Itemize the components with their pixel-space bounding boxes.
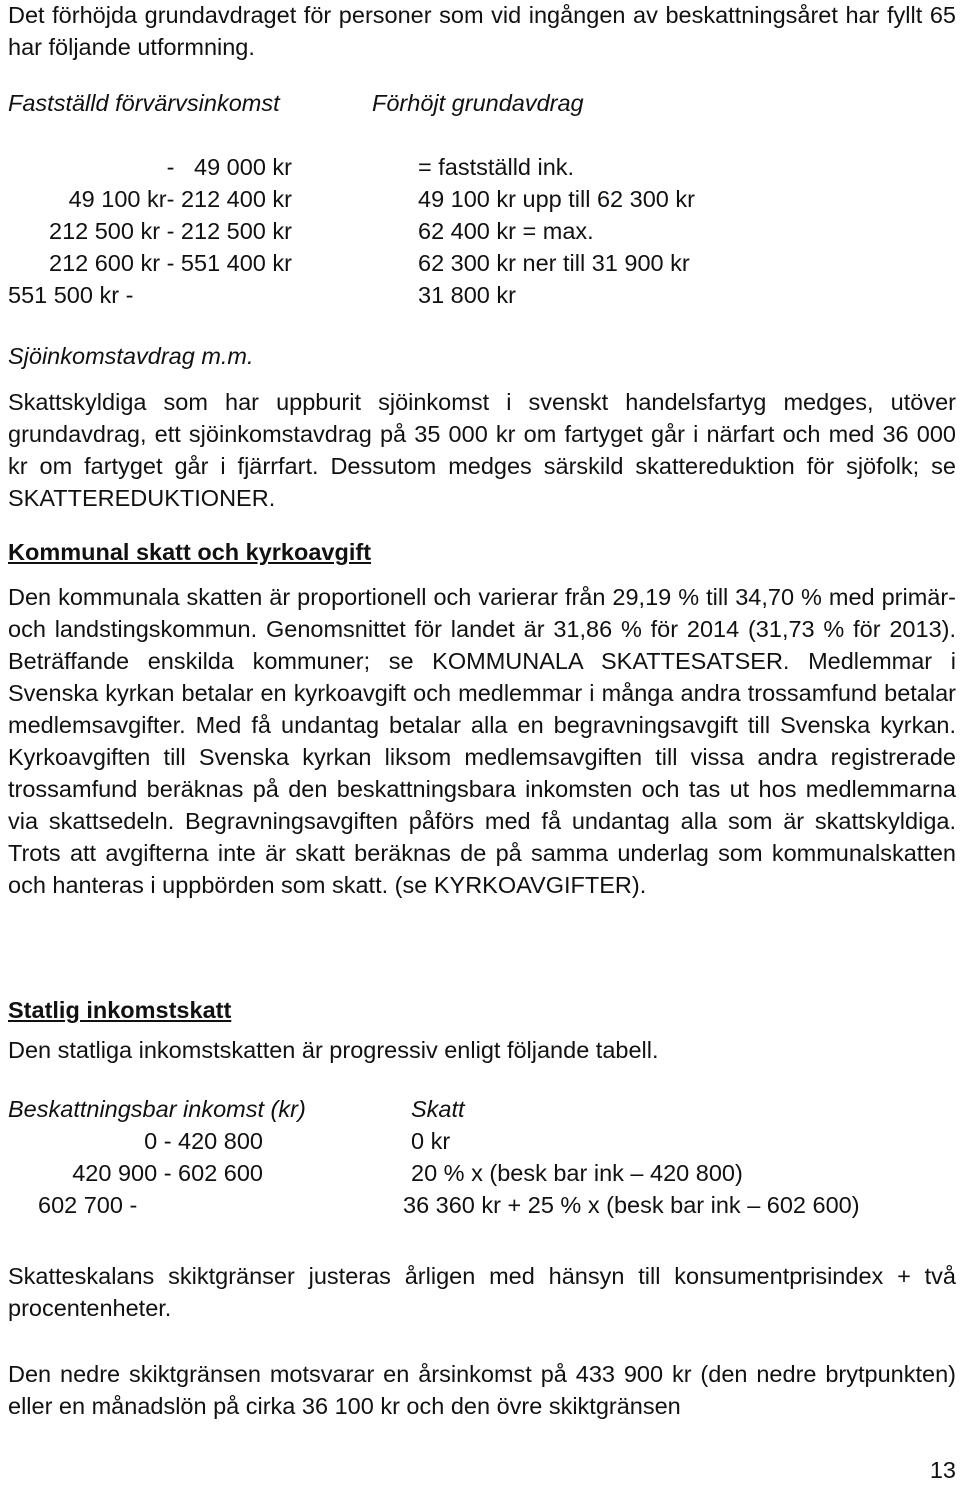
sjo-paragraph: Skattskyldiga som har uppburit sjöinkomst i svenskt handelsfartyg medges, utöver grundavdrag, ett sjöinkomstavdrag på 35 000 kr om fartyget går i närfart och med 36 000 kr om fartyget går i fjärrfart. Dessutom medges särskild skattereduktion för sjöfolk; se SKATTEREDUKTIONER. (8, 389, 956, 511)
statlig-range: 602 700 - (38, 1192, 138, 1218)
statlig-tax: 0 kr (411, 1128, 451, 1154)
statlig-heading: Statlig inkomstskatt (8, 997, 232, 1023)
grundavdrag-value: 49 100 kr upp till 62 300 kr (418, 186, 695, 212)
statlig-row (8, 1189, 956, 1221)
grundavdrag-table (8, 87, 956, 311)
page-number: 13 (929, 1457, 956, 1483)
grundavdrag-range: 49 100 kr- 212 400 kr (68, 186, 292, 212)
grundavdrag-row (8, 215, 956, 247)
grundavdrag-range: 212 600 kr - 551 400 kr (49, 250, 292, 276)
statlig-row (8, 1157, 956, 1189)
statlig-tax: 20 % x (besk bar ink – 420 800) (411, 1160, 743, 1186)
kommunal-paragraph: Den kommunala skatten är proportionell och varierar från 29,19 % till 34,70 % med primär- och landstingskommun. Genomsnittet för landet är 31,86 % för 2014 (31,73 % för 2013). Beträffande enskilda kommuner; se KOMMUNALA SKATTESATSER. Medlemmar i Svenska kyrkan betalar en kyrkoavgift och medlemmar i många andra trossamfund betalar medlemsavgifter. Med få undantag betalar alla en begravningsavgift till Svenska kyrkan. Kyrkoavgiften till Svenska kyrkan liksom medlemsavgiften till vissa andra registrerade trossamfund beräknas på den beskattningsbara inkomsten och tas ut hos medlemmarna via skattsedeln. Begravningsavgiften påförs med få undantag alla som är skattskyldiga. Trots att avgifterna inte är skatt beräknas de på samma underlag som kommunalskatten och hanteras i uppbörden som skatt. (se KYRKOAVGIFTER). (8, 584, 956, 898)
statlig-tax: 36 360 kr + 25 % x (besk bar ink – 602 600) (403, 1192, 860, 1218)
grundavdrag-row (8, 151, 956, 183)
statlig-header-right: Skatt (411, 1096, 465, 1122)
intro-paragraph: Det förhöjda grundavdraget för personer som vid ingången av beskattningsåret har fyllt 65 har följande utformning. (8, 2, 956, 60)
statlig-header-row (8, 1093, 956, 1125)
grundavdrag-row (8, 279, 956, 311)
statlig-table (8, 1093, 956, 1221)
grundavdrag-range: 212 500 kr - 212 500 kr (49, 218, 292, 244)
statlig-paragraph: Den statliga inkomstskatten är progressiv enligt följande tabell. (8, 1037, 659, 1063)
grundavdrag-row (8, 183, 956, 215)
statlig-range: 0 - 420 800 (144, 1128, 263, 1154)
skala-paragraph: Skatteskalans skiktgränser justeras årligen med hänsyn till konsumentprisindex + två procentenheter. (8, 1263, 956, 1321)
grundavdrag-header-row (8, 87, 956, 119)
grundavdrag-value: 62 400 kr = max. (418, 218, 594, 244)
grundavdrag-header-right: Förhöjt grundavdrag (372, 90, 584, 116)
kommunal-heading: Kommunal skatt och kyrkoavgift (8, 539, 372, 565)
grundavdrag-value: 31 800 kr (418, 282, 516, 308)
sjo-title: Sjöinkomstavdrag m.m. (8, 343, 254, 369)
grundavdrag-value: 62 300 kr ner till 31 900 kr (418, 250, 690, 276)
grundavdrag-value: = fastställd ink. (418, 154, 575, 180)
statlig-header-left: Beskattningsbar inkomst (kr) (8, 1096, 306, 1122)
grundavdrag-header-left: Fastställd förvärvsinkomst (8, 90, 280, 116)
nedre-paragraph: Den nedre skiktgränsen motsvarar en årsinkomst på 433 900 kr (den nedre brytpunkten) eller en månadslön på cirka 36 100 kr och den övre skiktgränsen (8, 1361, 956, 1419)
grundavdrag-range: 551 500 kr - (8, 282, 134, 308)
grundavdrag-range: - 49 000 kr (166, 154, 292, 180)
grundavdrag-row (8, 247, 956, 279)
statlig-range: 420 900 - 602 600 (72, 1160, 263, 1186)
statlig-row (8, 1125, 956, 1157)
